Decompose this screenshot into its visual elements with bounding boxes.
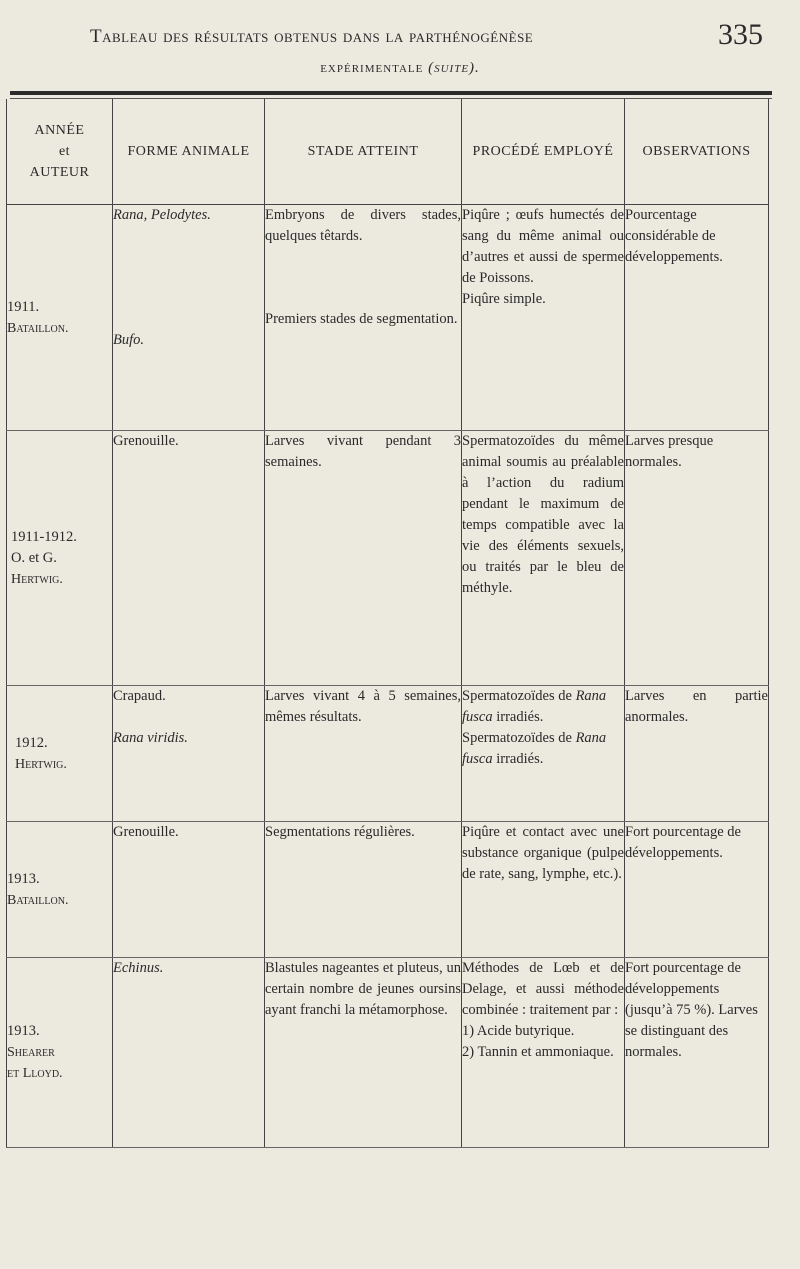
form-entry: Crapaud. — [113, 688, 166, 704]
form-cell — [113, 205, 265, 431]
procedure-entry: Piqûre simple. — [462, 291, 546, 307]
observation-entry: Pourcentage considérable de développements. — [625, 207, 723, 265]
column-header-observations: OBSERVATIONS — [625, 99, 769, 205]
form-entry: Rana, Pelodytes. — [113, 207, 211, 223]
observation-cell — [625, 205, 769, 431]
observation-cell: Fort pourcentage de développements (jusqu’à 75 %). Larves se distinguant des normales. — [625, 958, 769, 1148]
form-cell: Grenouille. — [113, 822, 265, 958]
column-header-year: ANNÉE — [34, 123, 85, 138]
procedure-step: 1) Acide butyrique. — [462, 1023, 575, 1039]
column-header-procedure: PROCÉDÉ EMPLOYÉ — [462, 99, 625, 205]
form-cell: Echinus. — [113, 958, 265, 1148]
year: 1913. — [7, 1023, 40, 1039]
year-author-cell — [7, 431, 113, 686]
table-row — [7, 205, 769, 431]
stage-cell: Larves vivant 4 à 5 semaines, mêmes résultats. — [265, 686, 462, 822]
year-author-cell — [7, 822, 113, 958]
year: 1911-1912. — [11, 528, 77, 545]
stage-entry: Premiers stades de segmentation. — [265, 311, 458, 327]
author-line1: Shearer — [7, 1045, 55, 1060]
header-row — [7, 99, 769, 205]
procedure-cell — [462, 958, 625, 1148]
running-subtitle — [0, 60, 800, 77]
stage-cell: Blastules nageantes et pluteus, un certain nombre de jeunes oursins ayant franchi la métamorphose. — [265, 958, 462, 1148]
procedure-entry: Spermatozoïdes de Rana fusca irradiés. — [462, 688, 607, 725]
observation-cell: Larves presque normales. — [625, 431, 769, 686]
results-table — [6, 99, 769, 1148]
procedure-cell: Piqûre et contact avec une substance organique (pulpe de rate, sang, lymphe, etc.). — [462, 822, 625, 958]
stage-cell — [265, 205, 462, 431]
column-header-year-author — [7, 99, 113, 205]
procedure-cell: Spermatozoïdes du même animal soumis au préalable à l’action du radium pendant le maximum de temps compatible avec la vie des éléments sexuels, ou traités par le bleu de méthyle. — [462, 431, 625, 686]
running-title: Tableau des résultats obtenus dans la parthénogénèse — [90, 26, 534, 47]
table-row — [7, 686, 769, 822]
procedure-entry: Piqûre ; œufs humectés de sang du même animal ou d’autres et aussi de sperme de Poissons. — [462, 207, 624, 286]
author-line1: O. et G. — [11, 549, 57, 566]
observation-cell: Larves en partie anormales. — [625, 686, 769, 822]
table-row — [7, 431, 769, 686]
column-header-author: AUTEUR — [29, 165, 90, 180]
page-number: 335 — [718, 18, 763, 51]
year: 1911. — [7, 298, 40, 315]
form-cell — [113, 686, 265, 822]
table-row — [7, 822, 769, 958]
procedure-cell — [462, 686, 625, 822]
subtitle-italic: (suite). — [428, 60, 480, 76]
column-header-et: et — [58, 144, 71, 159]
form-cell: Grenouille. — [113, 431, 265, 686]
year-author-cell — [7, 958, 113, 1148]
procedure-cell — [462, 205, 625, 431]
author-line2: et Lloyd. — [7, 1066, 63, 1081]
author-line2: Hertwig. — [11, 571, 63, 587]
header-rule-thick — [10, 91, 772, 95]
author: Bataillon. — [7, 892, 69, 908]
author: Bataillon. — [7, 320, 69, 336]
page-header — [0, 18, 800, 78]
year-author-cell — [7, 686, 113, 822]
stage-cell: Larves vivant pendant 3 semaines. — [265, 431, 462, 686]
procedure-step: 2) Tannin et ammoniaque. — [462, 1044, 614, 1060]
form-entry: Bufo. — [113, 332, 145, 348]
author: Hertwig. — [15, 756, 67, 772]
year-author-cell — [7, 205, 113, 431]
table-row — [7, 958, 769, 1148]
observation-cell: Fort pourcentage de développements. — [625, 822, 769, 958]
form-entry: Rana viridis. — [113, 730, 188, 746]
year: 1912. — [15, 734, 48, 751]
column-header-stage: STADE ATTEINT — [265, 99, 462, 205]
procedure-entry: Méthodes de Lœb et de Delage, et aussi méthode combinée : traitement par : — [462, 960, 624, 1018]
subtitle-plain: expérimentale — [320, 60, 424, 76]
stage-entry: Embryons de divers stades, quelques têtards. — [265, 207, 461, 244]
year: 1913. — [7, 870, 40, 887]
procedure-entry: Spermatozoïdes de Rana fusca irradiés. — [462, 730, 607, 767]
stage-cell: Segmentations régulières. — [265, 822, 462, 958]
column-header-form: FORME ANIMALE — [113, 99, 265, 205]
